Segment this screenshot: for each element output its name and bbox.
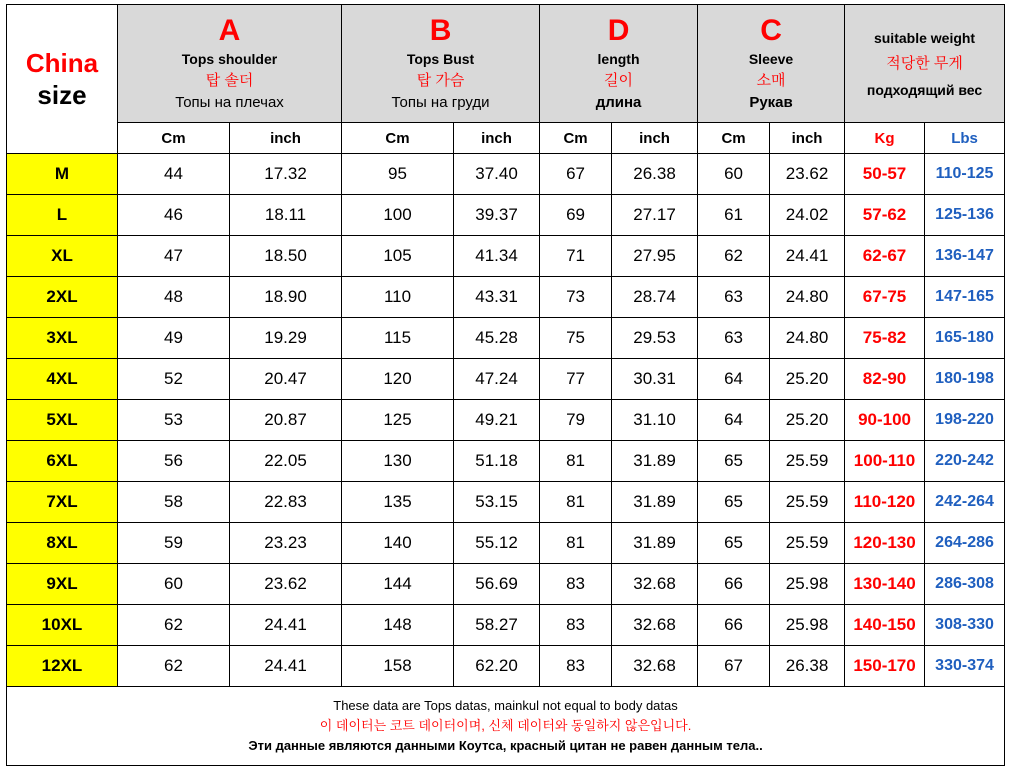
kg-cell: 100-110	[845, 441, 925, 482]
value-cell: 39.37	[454, 195, 540, 236]
table-row	[7, 318, 1005, 359]
unit-header-inch: inch	[230, 123, 342, 154]
kg-cell: 67-75	[845, 277, 925, 318]
lbs-cell: 136-147	[925, 236, 1005, 277]
value-cell: 53	[118, 400, 230, 441]
value-cell: 23.62	[230, 564, 342, 605]
value-cell: 158	[342, 646, 454, 687]
value-cell: 26.38	[612, 154, 698, 195]
size-label: size	[37, 80, 87, 110]
table-row	[7, 523, 1005, 564]
value-cell: 18.50	[230, 236, 342, 277]
lbs-cell: 308-330	[925, 605, 1005, 646]
value-cell: 115	[342, 318, 454, 359]
sleeve-group-header	[698, 5, 845, 123]
weight-en: suitable weight	[873, 29, 976, 46]
value-cell: 60	[698, 154, 770, 195]
value-cell: 56	[118, 441, 230, 482]
value-cell: 65	[698, 482, 770, 523]
table-row	[7, 605, 1005, 646]
value-cell: 49.21	[454, 400, 540, 441]
value-cell: 27.17	[612, 195, 698, 236]
value-cell: 25.20	[770, 400, 845, 441]
value-cell: 32.68	[612, 564, 698, 605]
shoulder-group-header	[118, 5, 342, 123]
kg-cell: 75-82	[845, 318, 925, 359]
value-cell: 83	[540, 564, 612, 605]
value-cell: 59	[118, 523, 230, 564]
size-cell: 5XL	[7, 400, 118, 441]
weight-ko: 적당한 무게	[886, 54, 963, 72]
value-cell: 24.80	[770, 318, 845, 359]
table-row	[7, 195, 1005, 236]
sleeve-en: Sleeve	[748, 50, 794, 67]
length-ru: длина	[595, 93, 642, 111]
value-cell: 83	[540, 605, 612, 646]
value-cell: 43.31	[454, 277, 540, 318]
value-cell: 81	[540, 482, 612, 523]
kg-cell: 150-170	[845, 646, 925, 687]
value-cell: 25.20	[770, 359, 845, 400]
lbs-cell: 220-242	[925, 441, 1005, 482]
value-cell: 62	[698, 236, 770, 277]
table-body	[7, 154, 1005, 687]
value-cell: 32.68	[612, 646, 698, 687]
shoulder-ru: Топы на плечах	[175, 93, 284, 111]
value-cell: 44	[118, 154, 230, 195]
unit-header-inch: inch	[770, 123, 845, 154]
value-cell: 52	[118, 359, 230, 400]
value-cell: 32.68	[612, 605, 698, 646]
value-cell: 25.98	[770, 564, 845, 605]
footnote	[7, 687, 1005, 766]
value-cell: 25.98	[770, 605, 845, 646]
lbs-cell: 264-286	[925, 523, 1005, 564]
value-cell: 140	[342, 523, 454, 564]
size-cell: 9XL	[7, 564, 118, 605]
value-cell: 20.47	[230, 359, 342, 400]
size-cell: 7XL	[7, 482, 118, 523]
value-cell: 58.27	[454, 605, 540, 646]
table-row	[7, 400, 1005, 441]
value-cell: 51.18	[454, 441, 540, 482]
value-cell: 65	[698, 523, 770, 564]
value-cell: 23.23	[230, 523, 342, 564]
value-cell: 148	[342, 605, 454, 646]
unit-header-cm: Cm	[118, 123, 230, 154]
value-cell: 23.62	[770, 154, 845, 195]
bust-group-header	[342, 5, 540, 123]
unit-header-lbs: Lbs	[925, 123, 1005, 154]
value-cell: 62	[118, 646, 230, 687]
shoulder-en: Tops shoulder	[181, 50, 278, 67]
table-row	[7, 646, 1005, 687]
value-cell: 69	[540, 195, 612, 236]
table-row	[7, 236, 1005, 277]
value-cell: 25.59	[770, 523, 845, 564]
size-cell: 8XL	[7, 523, 118, 564]
unit-header-cm: Cm	[342, 123, 454, 154]
value-cell: 67	[540, 154, 612, 195]
table-row	[7, 154, 1005, 195]
bust-letter: B	[429, 13, 452, 47]
value-cell: 48	[118, 277, 230, 318]
table-row	[7, 441, 1005, 482]
value-cell: 55.12	[454, 523, 540, 564]
value-cell: 41.34	[454, 236, 540, 277]
value-cell: 125	[342, 400, 454, 441]
length-letter: D	[607, 13, 630, 47]
value-cell: 24.80	[770, 277, 845, 318]
value-cell: 47	[118, 236, 230, 277]
unit-header-kg: Kg	[845, 123, 925, 154]
unit-header-cm: Cm	[540, 123, 612, 154]
length-group-header	[540, 5, 698, 123]
sleeve-ru: Рукав	[749, 93, 793, 111]
value-cell: 18.11	[230, 195, 342, 236]
size-cell: 4XL	[7, 359, 118, 400]
value-cell: 53.15	[454, 482, 540, 523]
unit-header-row	[7, 123, 1005, 154]
value-cell: 31.10	[612, 400, 698, 441]
value-cell: 63	[698, 318, 770, 359]
value-cell: 31.89	[612, 482, 698, 523]
value-cell: 71	[540, 236, 612, 277]
value-cell: 120	[342, 359, 454, 400]
value-cell: 58	[118, 482, 230, 523]
value-cell: 29.53	[612, 318, 698, 359]
bust-ko: 탑 가슴	[416, 71, 465, 89]
value-cell: 25.59	[770, 482, 845, 523]
value-cell: 28.74	[612, 277, 698, 318]
value-cell: 27.95	[612, 236, 698, 277]
table-row	[7, 564, 1005, 605]
value-cell: 65	[698, 441, 770, 482]
value-cell: 24.41	[230, 605, 342, 646]
value-cell: 18.90	[230, 277, 342, 318]
value-cell: 60	[118, 564, 230, 605]
value-cell: 66	[698, 564, 770, 605]
value-cell: 19.29	[230, 318, 342, 359]
size-chart-table	[6, 4, 1005, 766]
size-cell: 6XL	[7, 441, 118, 482]
kg-cell: 110-120	[845, 482, 925, 523]
value-cell: 83	[540, 646, 612, 687]
value-cell: 64	[698, 400, 770, 441]
lbs-cell: 110-125	[925, 154, 1005, 195]
bust-ru: Топы на груди	[391, 93, 490, 111]
value-cell: 62.20	[454, 646, 540, 687]
lbs-cell: 286-308	[925, 564, 1005, 605]
value-cell: 64	[698, 359, 770, 400]
value-cell: 105	[342, 236, 454, 277]
value-cell: 31.89	[612, 441, 698, 482]
value-cell: 110	[342, 277, 454, 318]
table-row	[7, 277, 1005, 318]
kg-cell: 82-90	[845, 359, 925, 400]
footnote-ru: Эти данные являются данными Коутса, красный цитан не равен данным тела..	[248, 738, 763, 753]
lbs-cell: 125-136	[925, 195, 1005, 236]
length-en: length	[597, 50, 640, 67]
value-cell: 24.41	[230, 646, 342, 687]
value-cell: 77	[540, 359, 612, 400]
value-cell: 25.59	[770, 441, 845, 482]
value-cell: 63	[698, 277, 770, 318]
china-size-header	[7, 5, 118, 154]
table-row	[7, 359, 1005, 400]
kg-cell: 90-100	[845, 400, 925, 441]
shoulder-ko: 탑 솔더	[205, 71, 254, 89]
value-cell: 95	[342, 154, 454, 195]
value-cell: 22.83	[230, 482, 342, 523]
value-cell: 67	[698, 646, 770, 687]
value-cell: 66	[698, 605, 770, 646]
sleeve-ko: 소매	[756, 71, 786, 89]
footnote-en: These data are Tops datas, mainkul not equal to body datas	[333, 698, 678, 713]
value-cell: 144	[342, 564, 454, 605]
sleeve-letter: C	[760, 13, 782, 47]
value-cell: 79	[540, 400, 612, 441]
lbs-cell: 330-374	[925, 646, 1005, 687]
value-cell: 17.32	[230, 154, 342, 195]
size-cell: 12XL	[7, 646, 118, 687]
lbs-cell: 147-165	[925, 277, 1005, 318]
unit-header-inch: inch	[454, 123, 540, 154]
size-cell: M	[7, 154, 118, 195]
value-cell: 20.87	[230, 400, 342, 441]
lbs-cell: 165-180	[925, 318, 1005, 359]
kg-cell: 50-57	[845, 154, 925, 195]
kg-cell: 120-130	[845, 523, 925, 564]
value-cell: 81	[540, 441, 612, 482]
kg-cell: 130-140	[845, 564, 925, 605]
size-cell: 10XL	[7, 605, 118, 646]
kg-cell: 62-67	[845, 236, 925, 277]
value-cell: 56.69	[454, 564, 540, 605]
value-cell: 135	[342, 482, 454, 523]
value-cell: 100	[342, 195, 454, 236]
size-cell: 3XL	[7, 318, 118, 359]
value-cell: 49	[118, 318, 230, 359]
shoulder-letter: A	[218, 13, 241, 47]
value-cell: 31.89	[612, 523, 698, 564]
value-cell: 26.38	[770, 646, 845, 687]
table-row	[7, 482, 1005, 523]
size-cell: L	[7, 195, 118, 236]
footnote-ko: 이 데이터는 코트 데이터이며, 신체 데이터와 동일하지 않은입니다.	[319, 718, 692, 733]
bust-en: Tops Bust	[406, 50, 475, 67]
value-cell: 22.05	[230, 441, 342, 482]
size-cell: 2XL	[7, 277, 118, 318]
lbs-cell: 180-198	[925, 359, 1005, 400]
value-cell: 73	[540, 277, 612, 318]
value-cell: 24.41	[770, 236, 845, 277]
lbs-cell: 242-264	[925, 482, 1005, 523]
length-ko: 길이	[604, 71, 634, 89]
value-cell: 45.28	[454, 318, 540, 359]
value-cell: 30.31	[612, 359, 698, 400]
value-cell: 24.02	[770, 195, 845, 236]
value-cell: 37.40	[454, 154, 540, 195]
kg-cell: 57-62	[845, 195, 925, 236]
value-cell: 61	[698, 195, 770, 236]
weight-ru: подходящий вес	[866, 81, 983, 98]
value-cell: 81	[540, 523, 612, 564]
unit-header-inch: inch	[612, 123, 698, 154]
kg-cell: 140-150	[845, 605, 925, 646]
lbs-cell: 198-220	[925, 400, 1005, 441]
value-cell: 130	[342, 441, 454, 482]
weight-group-header	[845, 5, 1005, 123]
value-cell: 46	[118, 195, 230, 236]
value-cell: 75	[540, 318, 612, 359]
unit-header-cm: Cm	[698, 123, 770, 154]
value-cell: 62	[118, 605, 230, 646]
size-cell: XL	[7, 236, 118, 277]
china-label: China	[25, 48, 99, 78]
value-cell: 47.24	[454, 359, 540, 400]
